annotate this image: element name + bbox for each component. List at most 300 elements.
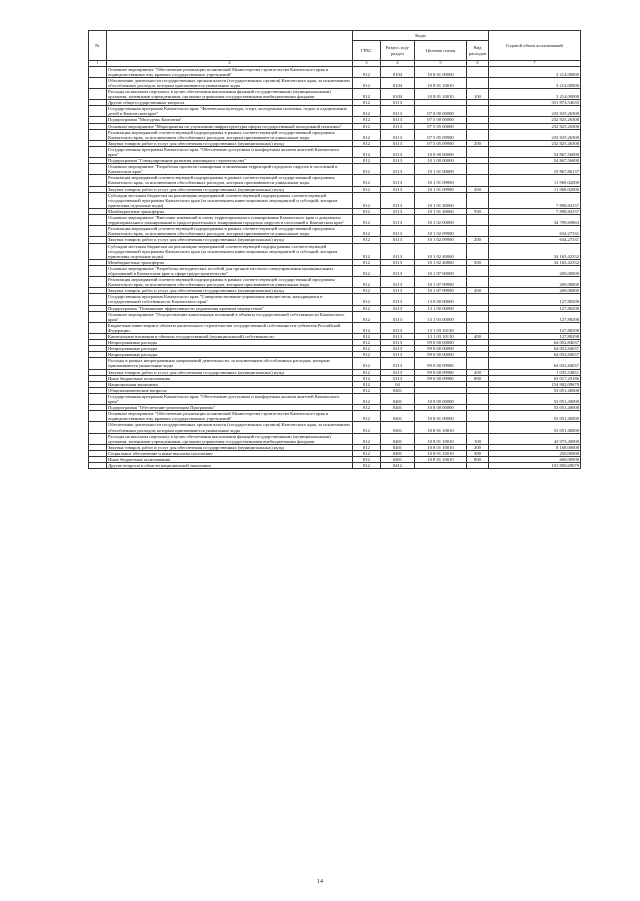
row-amount-cell: 63 017,29186 <box>489 375 581 381</box>
row-vid-cell: 800 <box>467 456 489 462</box>
table-row <box>89 164 581 175</box>
row-number-cell <box>89 358 107 369</box>
row-grbs-cell: 812 <box>353 237 381 243</box>
row-number-cell <box>89 277 107 288</box>
row-name-cell: Подпрограмма "Стимулирование развития жилищного строительства" <box>107 158 353 164</box>
row-vid-cell <box>467 294 489 305</box>
row-number-cell <box>89 433 107 444</box>
row-name-cell: Непрограммные расходы <box>107 346 353 352</box>
row-amount-cell: 351 873,54635 <box>489 100 581 106</box>
row-statia-cell: 13 1 03 00000 <box>415 311 467 322</box>
row-number-cell <box>89 463 107 469</box>
row-grbs-cell: 812 <box>353 352 381 358</box>
row-grbs-cell: 812 <box>353 226 381 237</box>
row-vid-cell <box>467 146 489 157</box>
row-razdel-cell: 0401 <box>381 405 415 411</box>
row-number-cell <box>89 226 107 237</box>
row-grbs-cell: 812 <box>353 175 381 186</box>
table-row <box>89 146 581 157</box>
row-amount-cell: 54 867,56000 <box>489 146 581 157</box>
row-vid-cell <box>467 226 489 237</box>
row-statia-cell: 07 0 00 00000 <box>415 106 467 117</box>
row-vid-cell <box>467 265 489 276</box>
row-amount-cell: 53 051,40000 <box>489 411 581 422</box>
row-name-cell: Непрограммные расходы <box>107 352 353 358</box>
row-amount-cell: 3 214,00000 <box>489 77 581 88</box>
row-amount-cell: 232 825,26300 <box>489 123 581 129</box>
row-grbs-cell: 812 <box>353 66 381 77</box>
row-razdel-cell: 0113 <box>381 215 415 226</box>
table-row <box>89 215 581 226</box>
row-vid-cell: 800 <box>467 375 489 381</box>
row-name-cell: Социальное обеспечение и иные выплаты населению <box>107 450 353 456</box>
row-amount-cell: 232 825,26300 <box>489 117 581 123</box>
row-amount-cell: 200,00000 <box>489 277 581 288</box>
row-amount-cell: 634,27531 <box>489 237 581 243</box>
row-statia-cell: 10 1 07 09990 <box>415 277 467 288</box>
row-grbs-cell: 812 <box>353 164 381 175</box>
row-number-cell <box>89 66 107 77</box>
row-grbs-cell: 812 <box>353 106 381 117</box>
row-amount-cell: 127,88298 <box>489 305 581 311</box>
row-vid-cell <box>467 77 489 88</box>
row-number-cell <box>89 77 107 88</box>
row-vid-cell <box>467 215 489 226</box>
header-name <box>107 31 353 61</box>
row-grbs-cell: 812 <box>353 340 381 346</box>
row-razdel-cell: 0113 <box>381 226 415 237</box>
row-razdel-cell: 0113 <box>381 340 415 346</box>
row-statia-cell: 10 1 01 40060 <box>415 192 467 208</box>
row-name-cell: Подпрограмма "Повышение эффективности управления краевым имуществом" <box>107 305 353 311</box>
row-amount-cell: 232 825,26300 <box>489 106 581 117</box>
row-razdel-cell: 0401 <box>381 450 415 456</box>
row-razdel-cell: 0113 <box>381 140 415 146</box>
table-row <box>89 106 581 117</box>
row-vid-cell <box>467 358 489 369</box>
row-name-cell: Национальная экономика <box>107 381 353 387</box>
row-razdel-cell: 0113 <box>381 164 415 175</box>
row-name-cell: Межбюджетные трансферты <box>107 208 353 214</box>
row-razdel-cell: 0401 <box>381 411 415 422</box>
row-vid-cell: 200 <box>467 369 489 375</box>
row-razdel-cell: 0113 <box>381 117 415 123</box>
row-statia-cell: 13 0 00 00000 <box>415 294 467 305</box>
row-grbs-cell: 812 <box>353 146 381 157</box>
row-amount-cell: 250,00000 <box>489 450 581 456</box>
row-grbs-cell: 812 <box>353 88 381 99</box>
row-amount-cell: 1 035,54851 <box>489 369 581 375</box>
column-number: 5 <box>415 61 467 67</box>
row-amount-cell: 64 052,84037 <box>489 346 581 352</box>
row-razdel-cell: 0113 <box>381 369 415 375</box>
row-name-cell: Другие вопросы в области национальной экономики <box>107 463 353 469</box>
row-grbs-cell: 812 <box>353 411 381 422</box>
row-statia-cell: 10 1 01 00000 <box>415 164 467 175</box>
row-amount-cell: 54 867,56000 <box>489 158 581 164</box>
row-statia-cell <box>415 463 467 469</box>
row-amount-cell: 34 165,42332 <box>489 259 581 265</box>
row-razdel-cell: 0113 <box>381 277 415 288</box>
row-amount-cell: 53 051,40000 <box>489 405 581 411</box>
row-grbs-cell: 812 <box>353 358 381 369</box>
row-grbs-cell: 812 <box>353 456 381 462</box>
row-number-cell <box>89 393 107 404</box>
row-statia-cell: 10 8 01 10010 <box>415 88 467 99</box>
row-number-cell <box>89 175 107 186</box>
row-grbs-cell: 812 <box>353 444 381 450</box>
row-statia-cell: 07 5 05 09990 <box>415 129 467 140</box>
row-vid-cell <box>467 164 489 175</box>
row-amount-cell: 7 898,84137 <box>489 208 581 214</box>
row-vid-cell <box>467 393 489 404</box>
row-statia-cell: 10 1 07 09990 <box>415 288 467 294</box>
row-grbs-cell: 812 <box>353 208 381 214</box>
row-razdel-cell: 0401 <box>381 393 415 404</box>
row-razdel-cell: 0113 <box>381 158 415 164</box>
row-grbs-cell: 812 <box>353 375 381 381</box>
row-name-cell: Государственная программа Камчатского края "Обеспечение доступным и комфортным жильем жителей Камчатского края" <box>107 393 353 404</box>
row-name-cell: Государственная программа Камчатского края "Обеспечение доступным и комфортным жильем жителей Камчатского края" <box>107 146 353 157</box>
header-codes: Коды <box>353 31 489 41</box>
row-grbs-cell: 812 <box>353 369 381 375</box>
row-name-cell: Общеэкономические вопросы <box>107 387 353 393</box>
row-number-cell <box>89 192 107 208</box>
row-amount-cell: 43 973,40000 <box>489 433 581 444</box>
row-statia-cell: 99 0 00 00000 <box>415 340 467 346</box>
budget-document <box>88 30 580 469</box>
row-name-cell: Государственная программа Камчатского края "Физическая культура, спорт, молодежная политика, отдых и оздоровление детей в Камчатском крае" <box>107 106 353 117</box>
row-razdel-cell: 0113 <box>381 129 415 140</box>
row-statia-cell: 10 1 01 09990 <box>415 186 467 192</box>
row-vid-cell: 200 <box>467 288 489 294</box>
row-number-cell <box>89 411 107 422</box>
header-vid: Вид расходов <box>467 41 489 61</box>
row-grbs-cell: 812 <box>353 100 381 106</box>
row-statia-cell: 10 8 01 10010 <box>415 450 467 456</box>
row-name-cell: Бюджетные инвестиции в объекты капитального строительства государственной собственности субъектов Российской Федерации <box>107 322 353 333</box>
row-razdel-cell: 0104 <box>381 66 415 77</box>
row-amount-cell: 232 825,26300 <box>489 129 581 140</box>
row-vid-cell <box>467 243 489 259</box>
table-row <box>89 311 581 322</box>
row-razdel-cell: 0113 <box>381 259 415 265</box>
row-statia-cell: 10 8 00 00000 <box>415 405 467 411</box>
row-amount-cell: 3 214,00000 <box>489 66 581 77</box>
row-grbs-cell: 812 <box>353 117 381 123</box>
row-amount-cell: 8 168,00000 <box>489 444 581 450</box>
table-row <box>89 322 581 333</box>
row-statia-cell: 10 8 01 10010 <box>415 456 467 462</box>
row-vid-cell <box>467 66 489 77</box>
row-razdel-cell: 0113 <box>381 123 415 129</box>
row-name-cell: Расходы в рамках непрограммных направлений деятельности, за исключением обособленных расходов, которым присваиваются уникальные коды <box>107 358 353 369</box>
row-vid-cell: 500 <box>467 208 489 214</box>
row-name-cell: Субсидии местным бюджетам на реализацию мероприятий соответствующей подпрограммы соответствующей государственной программы Камчатского края (за исключением инвестиционных мероприятий и субсидий, которым присвоены отдельные коды) <box>107 192 353 208</box>
table-row <box>89 77 581 88</box>
table-row <box>89 411 581 422</box>
row-name-cell: Основное мероприятие "Осуществление капитальных вложений в объекты государственной собственности Камчатского края" <box>107 311 353 322</box>
table-row <box>89 277 581 288</box>
row-vid-cell: 200 <box>467 237 489 243</box>
row-grbs-cell: 812 <box>353 450 381 456</box>
row-razdel-cell: 0113 <box>381 311 415 322</box>
table-row <box>89 66 581 77</box>
row-statia-cell: 99 0 00 00000 <box>415 352 467 358</box>
row-grbs-cell: 812 <box>353 346 381 352</box>
row-name-cell: Обеспечение деятельности государственных органов власти (государственных органов) Камчатского края, за исключением обособленных расходов, которым присваиваются уникальные коды <box>107 422 353 433</box>
row-grbs-cell: 812 <box>353 215 381 226</box>
row-name-cell: Подпрограмма "Обеспечение реализации Программы" <box>107 405 353 411</box>
row-statia-cell: 99 0 00 09980 <box>415 369 467 375</box>
row-grbs-cell: 812 <box>353 305 381 311</box>
row-name-cell: Реализация мероприятий соответствующей подпрограммы в рамках соответствующей государственной программы Камчатского края, за исключением обособленных расходов, которым присваиваются уникальные коды <box>107 175 353 186</box>
row-grbs-cell: 812 <box>353 288 381 294</box>
row-number-cell <box>89 243 107 259</box>
row-amount-cell: 127,88298 <box>489 334 581 340</box>
row-vid-cell: 500 <box>467 259 489 265</box>
row-vid-cell: 200 <box>467 444 489 450</box>
row-razdel-cell: 0113 <box>381 208 415 214</box>
row-amount-cell: 3 214,00000 <box>489 88 581 99</box>
row-grbs-cell: 812 <box>353 186 381 192</box>
row-grbs-cell: 812 <box>353 294 381 305</box>
row-statia-cell: 10 0 00 00000 <box>415 146 467 157</box>
row-name-cell: Основное мероприятие "Обеспечение реализации полномочий Министерства строительства Камчатского края и подведомственных ему краевых государственных учреждений" <box>107 411 353 422</box>
row-grbs-cell: 812 <box>353 259 381 265</box>
column-number: 1 <box>89 61 107 67</box>
row-vid-cell <box>467 277 489 288</box>
table-row <box>89 294 581 305</box>
row-razdel-cell: 0113 <box>381 305 415 311</box>
column-number: 3 <box>353 61 381 67</box>
row-name-cell: Межбюджетные трансферты <box>107 259 353 265</box>
row-razdel-cell: 0113 <box>381 175 415 186</box>
row-name-cell: Основное мероприятие "Разработка проектов планировки и межевания территорий городских округов и поселений в Камчатском крае" <box>107 164 353 175</box>
budget-table <box>88 30 581 469</box>
row-amount-cell: 19 867,86137 <box>489 164 581 175</box>
row-name-cell: Расходы на выплаты персоналу в целях обеспечения выполнения функций государственными (муниципальными) органами, казенными учреждениями, органами управления государственными внебюджетными фондами <box>107 88 353 99</box>
row-amount-cell: 7 898,84137 <box>489 192 581 208</box>
row-vid-cell: 300 <box>467 450 489 456</box>
row-statia-cell: 10 1 02 00000 <box>415 215 467 226</box>
row-amount-cell: 127,88298 <box>489 311 581 322</box>
row-statia-cell: 99 0 00 00000 <box>415 346 467 352</box>
table-row <box>89 358 581 369</box>
row-name-cell: Капитальные вложения в объекты государственной (муниципальной) собственности <box>107 334 353 340</box>
row-amount-cell: 64 052,84037 <box>489 358 581 369</box>
row-name-cell: Другие общегосударственные вопросы <box>107 100 353 106</box>
row-razdel-cell: 0113 <box>381 352 415 358</box>
table-row <box>89 129 581 140</box>
row-grbs-cell: 812 <box>353 322 381 333</box>
row-number-cell <box>89 215 107 226</box>
row-amount-cell: 232 825,26300 <box>489 140 581 146</box>
row-amount-cell: 53 051,40000 <box>489 387 581 393</box>
row-grbs-cell: 812 <box>353 158 381 164</box>
row-vid-cell <box>467 175 489 186</box>
row-razdel-cell: 0113 <box>381 106 415 117</box>
table-row <box>89 422 581 433</box>
row-razdel-cell: 0113 <box>381 146 415 157</box>
column-number: 6 <box>467 61 489 67</box>
row-grbs-cell: 812 <box>353 77 381 88</box>
row-grbs-cell: 812 <box>353 422 381 433</box>
row-razdel-cell: 0113 <box>381 322 415 333</box>
row-name-cell: Государственная программа Камчатского края "Совершенствование управления имуществом, находящимся в государственной собственности Камчатского края" <box>107 294 353 305</box>
row-razdel-cell: 0113 <box>381 346 415 352</box>
row-razdel-cell: 0113 <box>381 186 415 192</box>
row-razdel-cell: 0113 <box>381 288 415 294</box>
row-name-cell: Реализация мероприятий соответствующей подпрограммы в рамках соответствующей государственной программы Камчатского края, за исключением обособленных расходов, которым присваиваются уникальные коды <box>107 226 353 237</box>
row-number-cell <box>89 164 107 175</box>
row-razdel-cell: 0113 <box>381 375 415 381</box>
column-number: 7 <box>489 61 581 67</box>
row-number-cell <box>89 129 107 140</box>
column-number: 2 <box>107 61 353 67</box>
row-razdel-cell: 0113 <box>381 265 415 276</box>
row-vid-cell <box>467 411 489 422</box>
row-vid-cell <box>467 311 489 322</box>
header-amount: Годовой объем ассигнований <box>489 31 581 61</box>
row-razdel-cell: 0104 <box>381 88 415 99</box>
row-vid-cell: 100 <box>467 88 489 99</box>
row-statia-cell: 07 5 00 00000 <box>415 117 467 123</box>
row-statia-cell: 10 8 01 00000 <box>415 66 467 77</box>
row-name-cell: Обеспечение деятельности государственных органов власти (государственных органов) Камчатского края, за исключением обособленных расходов, которым присваиваются уникальные коды <box>107 77 353 88</box>
row-grbs-cell: 812 <box>353 192 381 208</box>
row-vid-cell <box>467 106 489 117</box>
row-amount-cell: 127,88298 <box>489 294 581 305</box>
row-vid-cell: 400 <box>467 334 489 340</box>
row-statia-cell: 10 0 00 00000 <box>415 393 467 404</box>
row-number-cell <box>89 294 107 305</box>
row-statia-cell: 10 8 01 10010 <box>415 422 467 433</box>
row-razdel-cell: 0401 <box>381 422 415 433</box>
table-row <box>89 463 581 469</box>
row-amount-cell: 660,00000 <box>489 456 581 462</box>
row-statia-cell: 10 1 01 09990 <box>415 175 467 186</box>
page-number: 14 <box>317 879 323 885</box>
row-grbs-cell: 812 <box>353 387 381 393</box>
row-name-cell: Реализация мероприятий соответствующей подпрограммы в рамках соответствующей государственной программы Камчатского края, за исключением обособленных расходов, которым присваиваются уникальные коды <box>107 129 353 140</box>
table-row <box>89 265 581 276</box>
row-amount-cell: 53 051,40000 <box>489 422 581 433</box>
header-razdel: Раздел, под-раздел <box>381 41 415 61</box>
table-row <box>89 175 581 186</box>
row-amount-cell: 53 051,40000 <box>489 393 581 404</box>
row-number-cell <box>89 106 107 117</box>
row-name-cell: Реализация мероприятий соответствующей подпрограммы в рамках соответствующей государственной программы Камчатского края, за исключением обособленных расходов, которым присваиваются уникальные коды <box>107 277 353 288</box>
row-number-cell <box>89 146 107 157</box>
row-number-cell <box>89 322 107 333</box>
row-amount-cell: 11 969,02000 <box>489 175 581 186</box>
row-razdel-cell: 0104 <box>381 77 415 88</box>
row-statia-cell: 10 8 01 00000 <box>415 411 467 422</box>
row-name-cell: Закупка товаров, работ и услуг для обеспечения государственных (муниципальных) нужд <box>107 288 353 294</box>
row-vid-cell <box>467 422 489 433</box>
row-amount-cell: 64 052,84037 <box>489 340 581 346</box>
row-statia-cell: 10 1 02 40060 <box>415 243 467 259</box>
table-row <box>89 192 581 208</box>
row-name-cell: Непрограммные расходы <box>107 340 353 346</box>
table-row <box>89 393 581 404</box>
table-row <box>89 88 581 99</box>
row-statia-cell: 10 1 07 00000 <box>415 265 467 276</box>
row-name-cell: Иные бюджетные ассигнования <box>107 375 353 381</box>
row-grbs-cell: 812 <box>353 393 381 404</box>
row-razdel-cell: 0113 <box>381 243 415 259</box>
row-amount-cell: 200,00000 <box>489 288 581 294</box>
row-grbs-cell: 812 <box>353 463 381 469</box>
row-amount-cell: 101 850,69679 <box>489 463 581 469</box>
row-amount-cell: 634,27531 <box>489 226 581 237</box>
row-razdel-cell: 0113 <box>381 237 415 243</box>
row-grbs-cell: 812 <box>353 140 381 146</box>
row-vid-cell: 200 <box>467 186 489 192</box>
row-vid-cell <box>467 463 489 469</box>
row-razdel-cell: 0401 <box>381 456 415 462</box>
row-statia-cell: 10 8 01 10010 <box>415 433 467 444</box>
row-vid-cell: 200 <box>467 140 489 146</box>
row-number-cell <box>89 422 107 433</box>
header-grbs: ГРБС <box>353 41 381 61</box>
row-statia-cell: 07 5 05 00000 <box>415 123 467 129</box>
row-razdel-cell: 0113 <box>381 192 415 208</box>
row-razdel-cell: 0113 <box>381 294 415 305</box>
row-name-cell: Субсидии местным бюджетам на реализацию мероприятий соответствующей подпрограммы соответствующей государственной программы Камчатского края (за исключением инвестиционных мероприятий и субсидий, которым присвоены отдельные коды) <box>107 243 353 259</box>
row-grbs-cell: 812 <box>353 243 381 259</box>
row-name-cell: Закупка товаров, работ и услуг для обеспечения государственных (муниципальных) нужд <box>107 140 353 146</box>
row-statia-cell: 99 0 00 09980 <box>415 358 467 369</box>
row-grbs-cell: 812 <box>353 311 381 322</box>
row-statia-cell: 10 1 02 09990 <box>415 226 467 237</box>
row-grbs-cell: 812 <box>353 405 381 411</box>
row-statia-cell: 10 1 02 40060 <box>415 259 467 265</box>
header-statia: Целевая статья <box>415 41 467 61</box>
row-grbs-cell: 812 <box>353 277 381 288</box>
row-statia-cell: 07 5 05 09990 <box>415 140 467 146</box>
row-razdel-cell: 0401 <box>381 444 415 450</box>
row-amount-cell: 127,88298 <box>489 322 581 333</box>
row-name-cell: Расходы на выплаты персоналу в целях обеспечения выполнения функций государственными (муниципальными) органами, казенными учреждениями, органами управления государственными внебюджетными фондами <box>107 433 353 444</box>
row-razdel-cell: 0113 <box>381 334 415 340</box>
row-name-cell: Закупка товаров, работ и услуг для обеспечения государственных (муниципальных) нужд <box>107 444 353 450</box>
row-name-cell: Основное мероприятие "Разработка методических пособий для органов местного самоуправления муниципальных образований в Камчатском крае в сфере градостроительства" <box>107 265 353 276</box>
table-body <box>89 66 581 469</box>
row-statia-cell: 10 8 01 10010 <box>415 444 467 450</box>
row-vid-cell <box>467 192 489 208</box>
row-amount-cell: 34 165,42332 <box>489 243 581 259</box>
row-statia-cell: 13 1 00 00000 <box>415 305 467 311</box>
table-row <box>89 226 581 237</box>
row-grbs-cell: 812 <box>353 381 381 387</box>
row-amount-cell: 34 799,69863 <box>489 215 581 226</box>
row-name-cell: Закупка товаров, работ и услуг для обеспечения государственных (муниципальных) нужд <box>107 369 353 375</box>
row-amount-cell: 11 969,02000 <box>489 186 581 192</box>
row-vid-cell <box>467 322 489 333</box>
row-name-cell: Подпрограмма "Молодежь Камчатки" <box>107 117 353 123</box>
row-statia-cell: 99 0 00 09980 <box>415 375 467 381</box>
row-name-cell: Закупка товаров, работ и услуг для обеспечения государственных (муниципальных) нужд <box>107 186 353 192</box>
row-name-cell: Иные бюджетные ассигнования <box>107 456 353 462</box>
header-no: № <box>89 31 107 61</box>
row-statia-cell: 10 1 00 00000 <box>415 158 467 164</box>
row-amount-cell: 64 052,84037 <box>489 352 581 358</box>
row-amount-cell: 154 902,09679 <box>489 381 581 387</box>
row-vid-cell <box>467 129 489 140</box>
table-row <box>89 243 581 259</box>
